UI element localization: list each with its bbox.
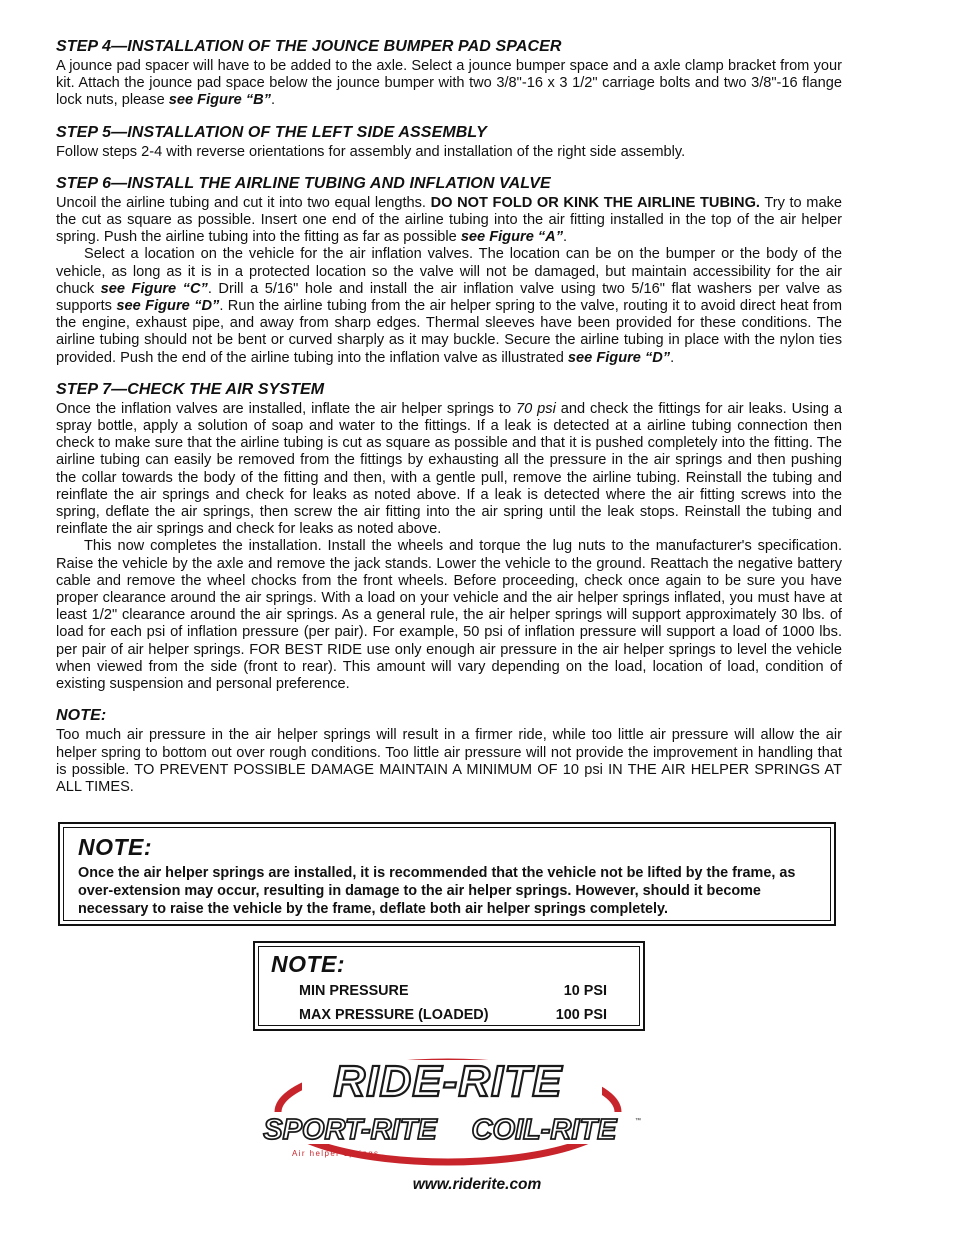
- logo-sport-rite: SPORT-RITE: [263, 1114, 437, 1146]
- text: Try to make the cut as square as possible. Insert one end of the airline tubing into the air fitting installed in the top of the air helper spring. Push the airline tubing into the fitting as far as possible: [56, 194, 842, 246]
- figure-a-reference: see Figure “A”: [460, 229, 563, 246]
- logo-coil-rite: COIL-RITE: [471, 1114, 617, 1146]
- warning-box-title: NOTE:: [78, 834, 153, 860]
- ride-rite-logo: [262, 1052, 642, 1170]
- step-7-section: [56, 381, 842, 693]
- period: .: [563, 229, 568, 246]
- text: . Drill a 5/16" hole and install the air inflation valve using two 5/16" flat washers per valve as supports: [56, 280, 843, 315]
- step-6-heading: STEP 6—INSTALL THE AIRLINE TUBING AND INFLATION VALVE: [56, 174, 551, 192]
- instructions-body: [56, 38, 842, 810]
- text: Select a location on the vehicle for the air inflation valves. The location can be on the bumper or the body of the vehicle, as long as it is in a protected location so the valve will not be damaged, but maintain accessibility for the air chuck: [56, 246, 842, 297]
- text: . Run the airline tubing from the air helper spring to the valve, routing it to avoid direct heat from the engine, exhaust pipe, and away from sharp edges. Thermal sleeves have been provided for these conditions. The airline tubing should not be bent or curved sharply as it may buckle. Secure the airline tubing in place with the nylon ties provided. Push the end of the airline tubing into the inflation valve as illustrated: [56, 298, 842, 366]
- step-7-heading: STEP 7—CHECK THE AIR SYSTEM: [56, 380, 325, 398]
- lifting-warning-box: [58, 822, 836, 926]
- step-7-paragraph-1: [56, 401, 842, 539]
- step-6-paragraph-2: [56, 246, 842, 366]
- step-5-heading: STEP 5—INSTALLATION OF THE LEFT SIDE ASSEMBLY: [56, 123, 487, 141]
- logo-tagline: Air helper springs: [292, 1149, 380, 1158]
- figure-d-reference: see Figure “D”: [567, 349, 671, 366]
- period: .: [270, 92, 276, 109]
- min-pressure-label: MIN PRESSURE: [299, 983, 409, 999]
- text: Uncoil the airline tubing and cut it into two equal lengths.: [56, 194, 431, 211]
- step-4-text-body: A jounce pad spacer will have to be added to the axle. Select a jounce bumper space and a axle clamp bracket from your kit. Attach the jounce pad space below the jounce bumper with two 3/8"-16 x 3 1/2" carriage bolts and two 3/8"-16 flange lock nuts, please: [56, 58, 842, 109]
- text: and check the fittings for air leaks. Using a spray bottle, apply a solution of soap and water to the fittings. If a leak is detected at a airline tubing connection then check to make sure that the airline tubing is cut as square as possible and that it is pushed completely into the fitting. The airline tubing can easily be removed from the fittings by exhausting all the pressure in the air springs and then pushing the collar towards the body of the fitting and then, with a gentle pull, remove the airline tubing. Reinstall the tubing and reinflate the air springs and check for leaks as noted above. If a leak is detected where the air fitting screws into the spring, deflate the air springs, then screw the air fitting into the air spring until the leak stops. Reinstall the tubing and reinflate the air springs and check for leaks as noted above.: [56, 400, 842, 538]
- figure-c-reference: see Figure “C”: [100, 280, 208, 297]
- pressure-spec-box: [253, 941, 645, 1031]
- step-6-paragraph-1: [56, 195, 842, 247]
- period: .: [670, 349, 675, 366]
- text: Once the inflation valves are installed, inflate the air helper springs to: [56, 400, 516, 417]
- step-4-section: [56, 38, 842, 110]
- step-4-heading: STEP 4—INSTALLATION OF THE JOUNCE BUMPER PAD SPACER: [56, 38, 562, 55]
- max-pressure-value: 100 PSI: [555, 1007, 607, 1023]
- min-pressure-value: 10 PSI: [563, 983, 607, 999]
- website-url: www.riderite.com: [412, 1176, 542, 1193]
- note-text: Too much air pressure in the air helper springs will result in a firmer ride, while too little air pressure will allow the air helper spring to bottom out over rough conditions. Too little air pressure will not provide the improvement in handling that is possible. TO PREVENT POSSIBLE DAMAGE MAINTAIN A MINIMUM OF 10 psi IN THE AIR HELPER SPRINGS AT ALL TIMES.: [56, 727, 842, 795]
- logo-graphic: [262, 1052, 642, 1170]
- step-4-text: [56, 58, 842, 110]
- warning-text: DO NOT FOLD OR KINK THE AIRLINE TUBING.: [430, 194, 760, 211]
- step-5-text: Follow steps 2-4 with reverse orientations for assembly and installation of the right side assembly.: [56, 143, 686, 160]
- warning-box-text: Once the air helper springs are installed, it is recommended that the vehicle not be lifted by the frame, as over-extension may occur, resulting in damage to the air helper springs. However, should it become necessary to raise the vehicle by the frame, deflate both air helper springs completely.: [78, 865, 796, 917]
- max-pressure-label: MAX PRESSURE (LOADED): [299, 1007, 489, 1023]
- step-5-section: [56, 124, 842, 161]
- step-6-section: [56, 175, 842, 367]
- spec-box-title: NOTE:: [271, 951, 346, 977]
- figure-b-reference: see Figure “B”: [168, 92, 271, 109]
- logo-brand: RIDE-RITE: [333, 1057, 563, 1106]
- step-7-paragraph-2: This now completes the installation. Install the wheels and torque the lug nuts to the manufacturer's specification. Raise the vehicle by the axle and remove the jack stands. Lower the vehicle to the ground. Reattach the negative battery cable and remove the wheel chocks from the front wheels. Before proceeding, check once again to be sure you have proper clearance around the air springs. With a load on your vehicle and the air helper springs inflated, you must have at least 1/2" clearance around the air springs. As a general rule, the air helper springs will support approximately 30 lbs. of load for each psi of inflation pressure (per pair). For example, 50 psi of inflation pressure will support a load of 1000 lbs. per pair of air helper springs. FOR BEST RIDE use only enough air pressure in the air helper springs to level the vehicle when viewed from the side (front to rear). This amount will vary depending on the load, location of load, condition of existing suspension and personal preference.: [56, 538, 842, 693]
- note-section: [56, 707, 842, 796]
- trademark-symbol: ™: [635, 1118, 641, 1124]
- figure-d-reference: see Figure “D”: [116, 298, 220, 315]
- pressure-value: 70 psi: [516, 400, 556, 417]
- note-heading: NOTE:: [56, 707, 107, 725]
